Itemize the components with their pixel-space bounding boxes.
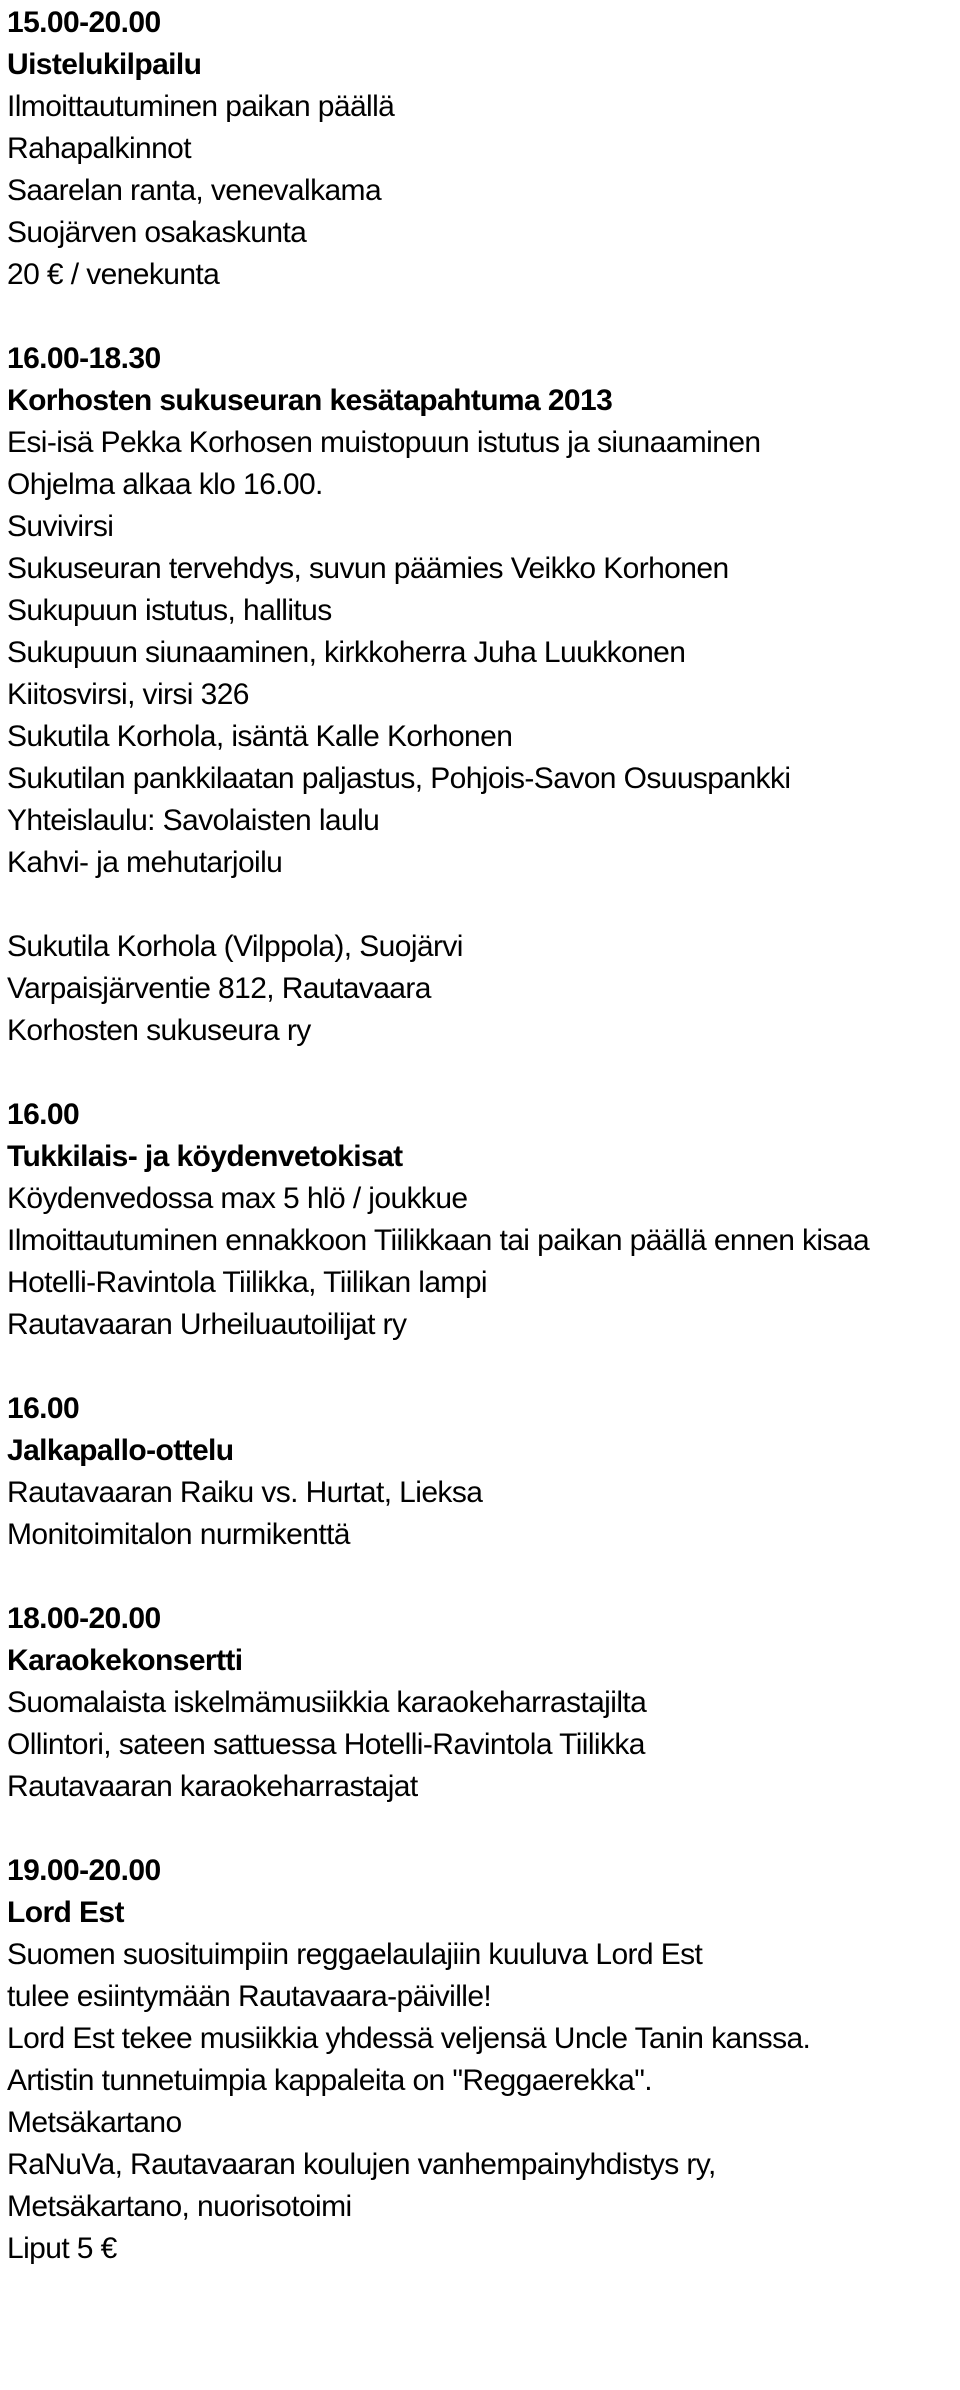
- event-detail-line: Lord Est tekee musiikkia yhdessä veljensä Uncle Tanin kanssa.: [7, 2022, 811, 2055]
- event-detail-line: Metsäkartano: [7, 2106, 182, 2139]
- event-detail-line: Ohjelma alkaa klo 16.00.: [7, 468, 323, 501]
- event-title: Lord Est: [7, 1896, 124, 1929]
- event-detail-line: Suomalaista iskelmämusiikkia karaokeharrastajilta: [7, 1686, 647, 1719]
- event-detail-line: Ilmoittautuminen paikan päällä: [7, 90, 395, 123]
- event-detail-line: Suvivirsi: [7, 510, 114, 543]
- event-time: 16.00-18.30: [7, 342, 161, 375]
- event-detail-line: RaNuVa, Rautavaaran koulujen vanhempainyhdistys ry,: [7, 2148, 716, 2181]
- event-detail-line: Sukupuun siunaaminen, kirkkoherra Juha Luukkonen: [7, 636, 686, 669]
- event-time: 15.00-20.00: [7, 6, 161, 39]
- event-detail-line: Sukuseuran tervehdys, suvun päämies Veikko Korhonen: [7, 552, 729, 585]
- event-detail-line: Yhteislaulu: Savolaisten laulu: [7, 804, 380, 837]
- event-detail-line: Ollintori, sateen sattuessa Hotelli-Ravintola Tiilikka: [7, 1728, 645, 1761]
- event-detail-line: Sukutila Korhola (Vilppola), Suojärvi: [7, 930, 463, 963]
- event-detail-line: Saarelan ranta, venevalkama: [7, 174, 382, 207]
- event-detail-line: Liput 5 €: [7, 2232, 117, 2265]
- event-detail-line: Rautavaaran Urheiluautoilijat ry: [7, 1308, 407, 1341]
- event-detail-line: Suomen suosituimpiin reggaelaulajiin kuuluva Lord Est: [7, 1938, 703, 1971]
- event-detail-line: Sukutila Korhola, isäntä Kalle Korhonen: [7, 720, 513, 753]
- event-detail-line: Artistin tunnetuimpia kappaleita on "Reggaerekka".: [7, 2064, 653, 2097]
- event-detail-line: Varpaisjärventie 812, Rautavaara: [7, 972, 431, 1005]
- event-title: Karaokekonsertti: [7, 1644, 243, 1677]
- event-detail-line: Köydenvedossa max 5 hlö / joukkue: [7, 1182, 468, 1215]
- event-title: Korhosten sukuseuran kesätapahtuma 2013: [7, 384, 613, 417]
- event-detail-line: Kahvi- ja mehutarjoilu: [7, 846, 283, 879]
- event-time: 19.00-20.00: [7, 1854, 161, 1887]
- event-time: 16.00: [7, 1098, 80, 1131]
- event-detail-line: Monitoimitalon nurmikenttä: [7, 1518, 350, 1551]
- event-detail-line: Ilmoittautuminen ennakkoon Tiilikkaan tai paikan päällä ennen kisaa: [7, 1224, 870, 1257]
- event-detail-line: Suojärven osakaskunta: [7, 216, 307, 249]
- event-title: Uistelukilpailu: [7, 48, 202, 81]
- event-time: 16.00: [7, 1392, 80, 1425]
- event-detail-line: Hotelli-Ravintola Tiilikka, Tiilikan lampi: [7, 1266, 487, 1299]
- event-detail-line: 20 € / venekunta: [7, 258, 220, 291]
- event-title: Tukkilais- ja köydenvetokisat: [7, 1140, 403, 1173]
- event-time: 18.00-20.00: [7, 1602, 161, 1635]
- event-detail-line: Sukutilan pankkilaatan paljastus, Pohjois-Savon Osuuspankki: [7, 762, 791, 795]
- event-title: Jalkapallo-ottelu: [7, 1434, 234, 1467]
- event-detail-line: Rautavaaran Raiku vs. Hurtat, Lieksa: [7, 1476, 483, 1509]
- event-detail-line: Korhosten sukuseura ry: [7, 1014, 311, 1047]
- event-detail-line: Metsäkartano, nuorisotoimi: [7, 2190, 352, 2223]
- event-detail-line: Rautavaaran karaokeharrastajat: [7, 1770, 418, 1803]
- event-detail-line: Rahapalkinnot: [7, 132, 192, 165]
- event-detail-line: Sukupuun istutus, hallitus: [7, 594, 332, 627]
- event-detail-line: Kiitosvirsi, virsi 326: [7, 678, 249, 711]
- event-detail-line: Esi-isä Pekka Korhosen muistopuun istutus ja siunaaminen: [7, 426, 761, 459]
- event-detail-line: tulee esiintymään Rautavaara-päiville!: [7, 1980, 492, 2013]
